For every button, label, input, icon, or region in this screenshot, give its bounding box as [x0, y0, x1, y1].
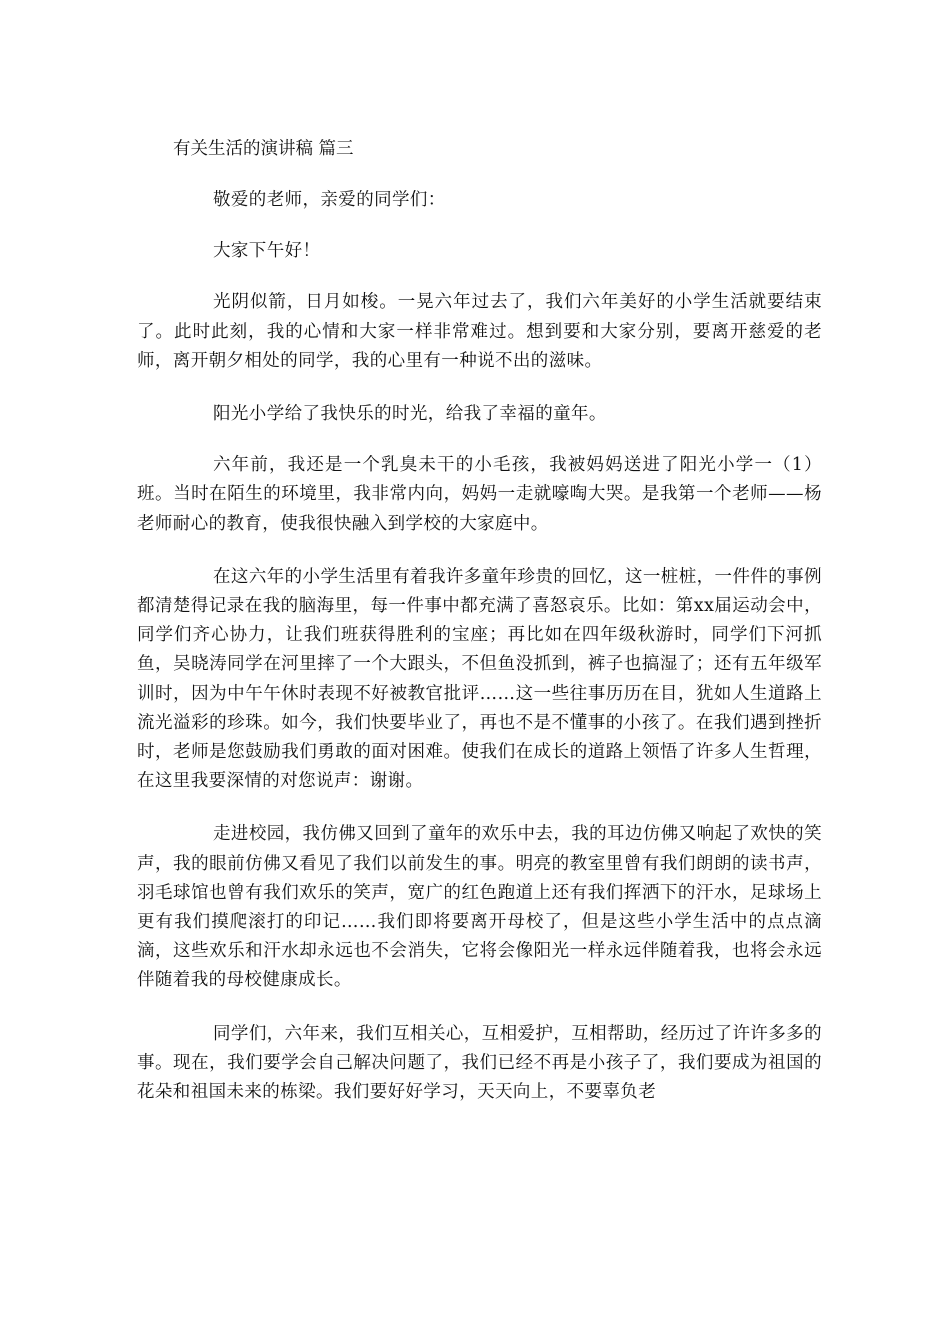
paragraph-school: 阳光小学给了我快乐的时光，给我了幸福的童年。: [213, 404, 607, 425]
document-title: 有关生活的演讲稿 篇三: [173, 139, 354, 159]
paragraph-classmates: 同学们，六年来，我们互相关心，互相爱护，互相帮助，经历过了许许多多的事。现在，我们要学会自己解决问题了，我们已经不再是小孩子了，我们要成为祖国的花朵和祖国未来的栋梁。我们要好好学习，天天向上，不要辜负老: [137, 1023, 822, 1103]
paragraph-six-years-ago: 六年前，我还是一个乳臭未干的小毛孩，我被妈妈送进了阳光小学一（1）班。当时在陌生的环境里，我非常内向，妈妈一走就嚎啕大哭。是我第一个老师——杨老师耐心的教育，使我很快融入到学校的大家庭中。: [137, 455, 822, 534]
paragraph-memories: 在这六年的小学生活里有着我许多童年珍贵的回忆，这一桩桩，一件件的事例都清楚得记录在我的脑海里，每一件事中都充满了喜怒哀乐。比如：第xx届运动会中，同学们齐心协力，让我们班获得胜利的宝座；再比如在四年级秋游时，同学们下河抓鱼，吴晓涛同学在河里摔了一个大跟头，不但鱼没抓到，裤子也搞湿了；还有五年级军训时，因为中午午休时表现不好被教官批评……这一些往事历历在目，犹如人生道路上流光溢彩的珍珠。如今，我们快要毕业了，再也不是不懂事的小孩了。在我们遇到挫折时，老师是您鼓励我们勇敢的面对困难。使我们在成长的道路上领悟了许多人生哲理，在这里我要深情的对您说声：谢谢。: [137, 566, 822, 792]
paragraph-campus: 走进校园，我仿佛又回到了童年的欢乐中去，我的耳边仿佛又响起了欢快的笑声，我的眼前仿佛又看见了我们以前发生的事。明亮的教室里曾有我们朗朗的读书声，羽毛球馆也曾有我们欢乐的笑声，宽广的红色跑道上还有我们挥洒下的汗水，足球场上更有我们摸爬滚打的印记……我们即将要离开母校了，但是这些小学生活中的点点滴滴，这些欢乐和汗水却永远也不会消失，它将会像阳光一样永远伴随着我，也将会永远伴随着我的母校健康成长。: [137, 824, 822, 991]
greeting: 大家下午好！: [213, 241, 321, 262]
paragraph-intro: 光阴似箭，日月如梭。一晃六年过去了，我们六年美好的小学生活就要结束了。此时此刻，我的心情和大家一样非常难过。想到要和大家分别，要离开慈爱的老师，离开朝夕相处的同学，我的心里有一种说不出的滋味。: [137, 292, 822, 371]
salutation: 敬爱的老师，亲爱的同学们：: [213, 190, 446, 210]
document-body: [137, 134, 822, 1131]
